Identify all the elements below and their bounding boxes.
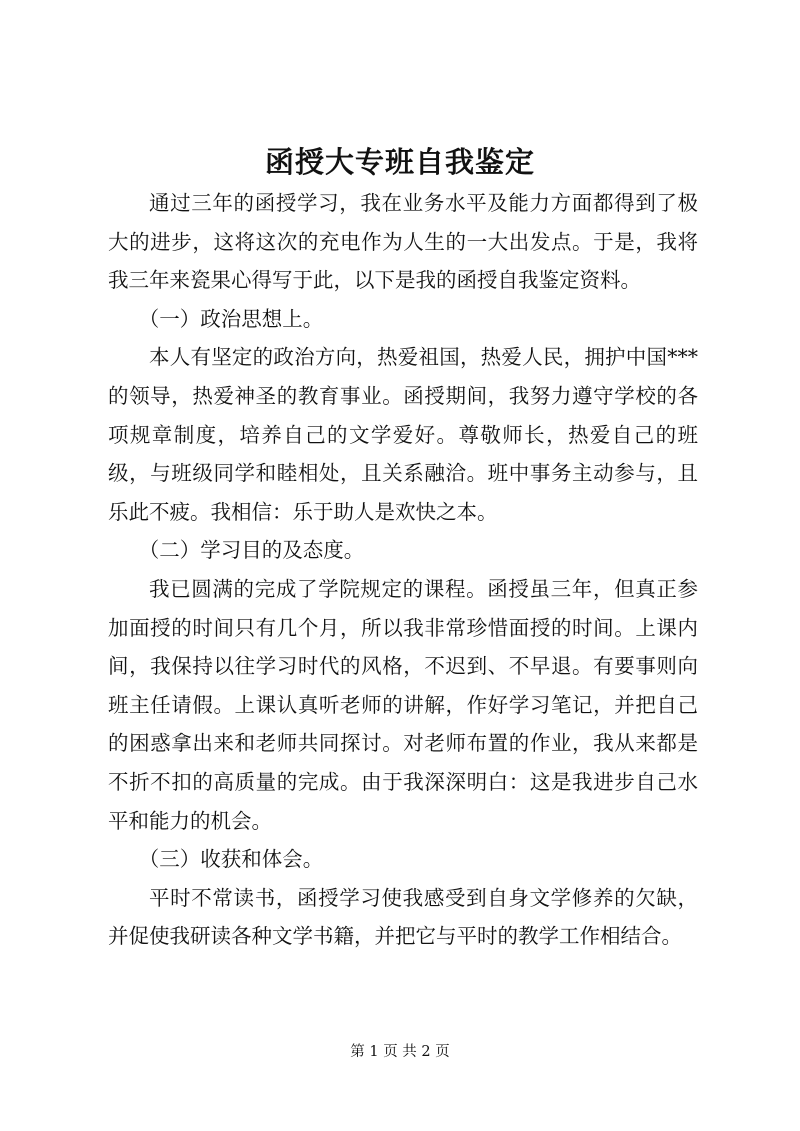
study-paragraph: 我已圆满的完成了学院规定的课程。函授虽三年，但真正参加面授的时间只有几个月，所以我非常珍惜面授的时间。上课内间，我保持以往学习时代的风格，不迟到、不早退。有要事则向班主任请假。上课认真听老师的讲解，作好学习笔记，并把自己的困惑拿出来和老师共同探讨。对老师布置的作业，我从来都是不折不扣的高质量的完成。由于我深深明白：这是我进步自己水平和能力的机会。 (108, 576, 698, 833)
section-heading-study: （二）学习目的及态度。 (138, 538, 365, 563)
gains-paragraph: 平时不常读书，函授学习使我感受到自身文学修养的欠缺，并促使我研读各种文学书籍，并把它与平时的教学工作相结合。 (108, 885, 698, 949)
document-title: 函授大专班自我鉴定 (264, 145, 535, 179)
document-body (108, 184, 698, 956)
section-heading-gains: （三）收获和体会。 (138, 847, 324, 872)
politics-paragraph: 本人有坚定的政治方向，热爱祖国，热爱人民，拥护中国***的领导，热爱神圣的教育事业。函授期间，我努力遵守学校的各项规章制度，培养自己的文学爱好。尊敬师长，热爱自己的班级，与班级同学和睦相处，且关系融洽。班中事务主动参与，且乐此不疲。我相信：乐于助人是欢快之本。 (108, 345, 698, 524)
section-heading-politics: （一）政治思想上。 (138, 306, 324, 331)
intro-paragraph: 通过三年的函授学习，我在业务水平及能力方面都得到了极大的进步，这将这次的充电作为人生的一大出发点。于是，我将我三年来瓷果心得写于此，以下是我的函授自我鉴定资料。 (108, 191, 698, 293)
page-footer: 第 1 页 共 2 页 (350, 1044, 450, 1060)
